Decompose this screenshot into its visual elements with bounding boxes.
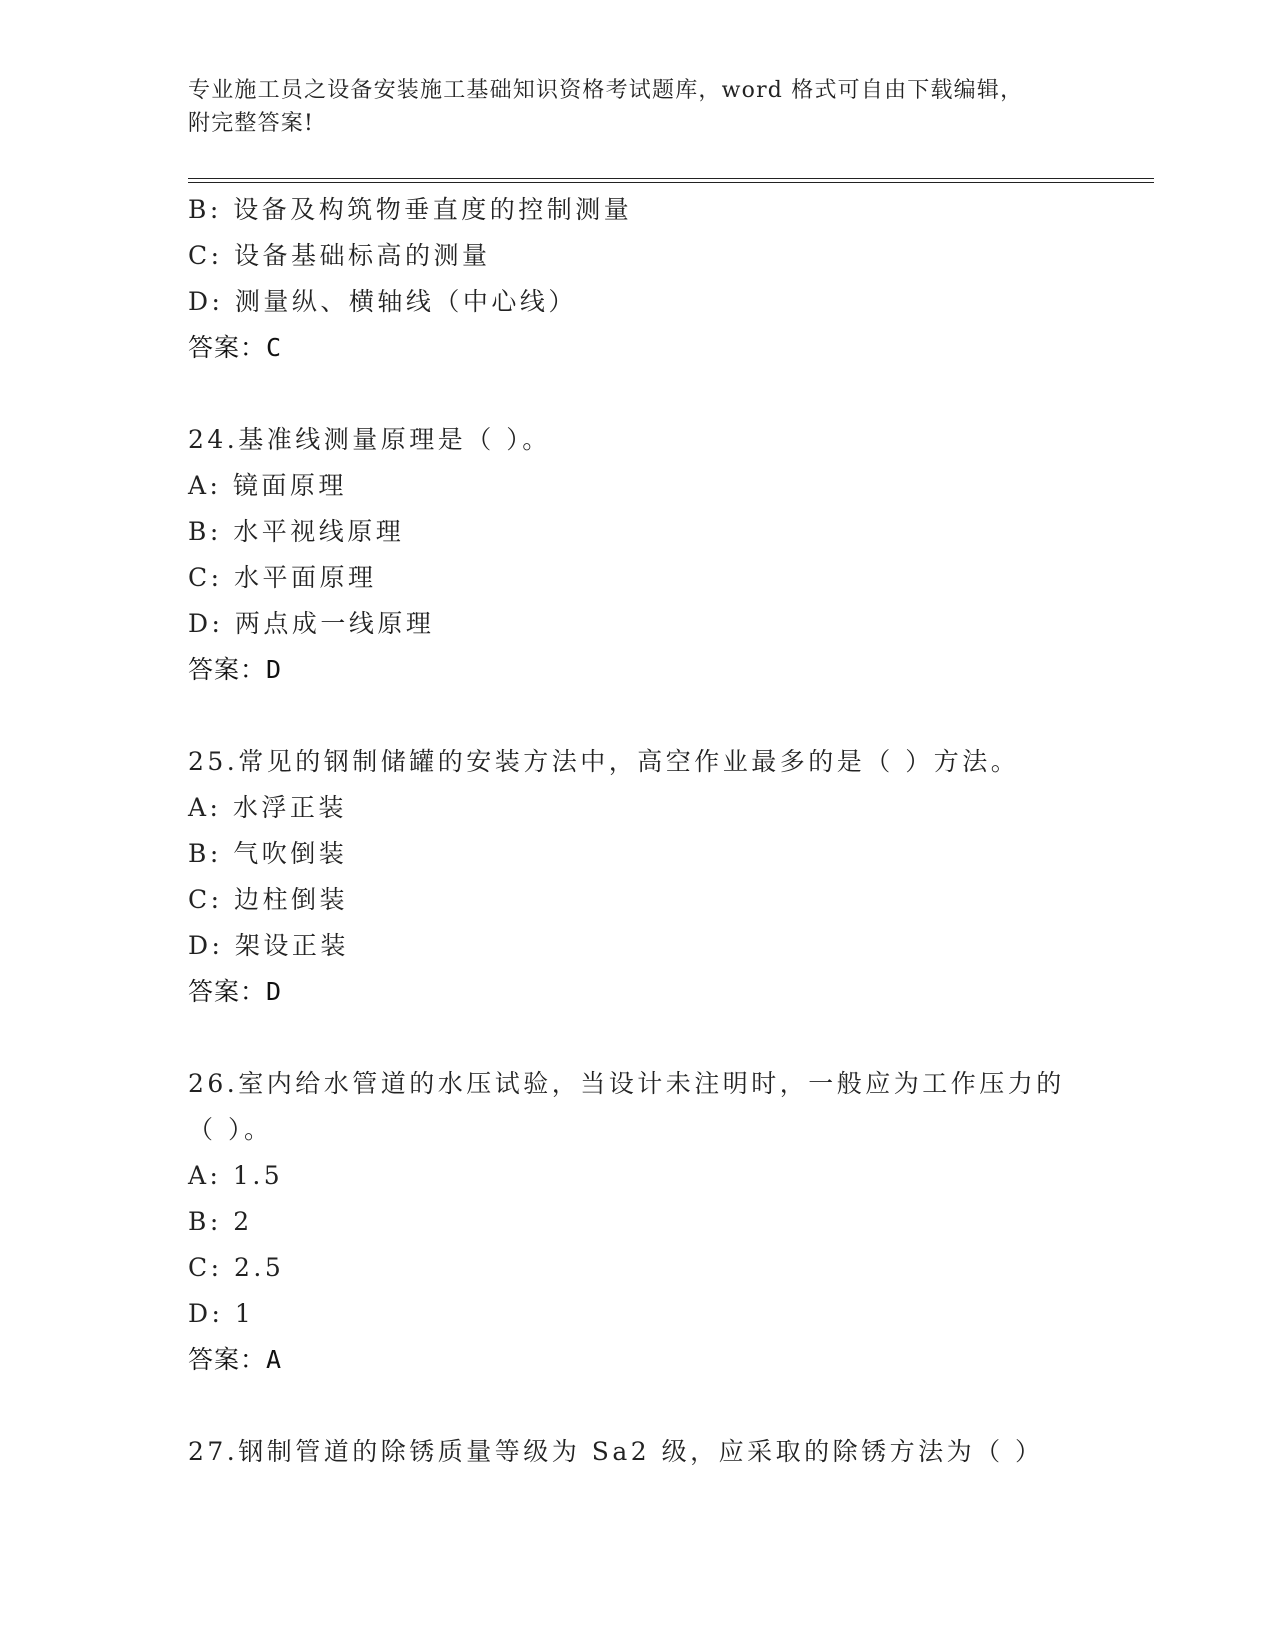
answer-value: D (266, 977, 283, 1006)
option-b: B: 气吹倒装 (188, 839, 348, 868)
option-b: B: 水平视线原理 (188, 517, 405, 546)
answer-label: 答案： (188, 1345, 267, 1374)
question-26 (188, 1061, 1168, 1383)
question-text: 24.基准线测量原理是（ ）。 (188, 425, 551, 454)
answer-label: 答案： (188, 655, 267, 684)
answer-label: 答案： (188, 977, 267, 1006)
question-27 (188, 1429, 1168, 1475)
option-a: A: 水浮正装 (188, 793, 347, 822)
option-d: D: 架设正装 (188, 931, 349, 960)
question-23 (188, 187, 1168, 371)
header-divider-bottom (188, 182, 1154, 183)
option-c: C: 设备基础标高的测量 (188, 241, 491, 270)
answer-value: D (266, 655, 283, 684)
header-line-2: 附完整答案! (188, 111, 315, 136)
option-d: D: 1 (188, 1299, 255, 1328)
header-line-1: 专业施工员之设备安装施工基础知识资格考试题库，word 格式可自由下载编辑， (188, 78, 1024, 103)
option-a: A: 1.5 (188, 1161, 284, 1190)
answer (188, 325, 1168, 371)
option-d: D: 两点成一线原理 (188, 609, 435, 638)
option-b: B: 设备及构筑物垂直度的控制测量 (188, 195, 633, 224)
option-c: C: 水平面原理 (188, 563, 377, 592)
answer-label: 答案： (188, 333, 267, 362)
option-b: B: 2 (188, 1207, 253, 1236)
question-text: 27.钢制管道的除锈质量等级为 Sa2 级，应采取的除锈方法为（ ） (188, 1437, 1044, 1466)
answer (188, 969, 1168, 1015)
answer (188, 1337, 1168, 1383)
answer-value: C (266, 333, 283, 362)
spacer (188, 693, 1168, 739)
option-d: D: 测量纵、横轴线（中心线） (188, 287, 577, 316)
document-header (188, 74, 1088, 140)
question-text: 25.常见的钢制储罐的安装方法中，高空作业最多的是（ ）方法。 (188, 747, 1020, 776)
question-text-line-2: （ ）。 (188, 1115, 273, 1144)
option-c: C: 边柱倒装 (188, 885, 348, 914)
option-a: A: 镜面原理 (188, 471, 347, 500)
spacer (188, 1015, 1168, 1061)
answer-value: A (266, 1345, 283, 1374)
spacer (188, 371, 1168, 417)
header-divider-top (188, 178, 1154, 179)
question-text-line-1: 26.室内给水管道的水压试验，当设计未注明时，一般应为工作压力的 (188, 1069, 1065, 1098)
option-c: C: 2.5 (188, 1253, 285, 1282)
spacer (188, 1383, 1168, 1429)
question-list (188, 187, 1168, 1475)
question-25 (188, 739, 1168, 1015)
question-24 (188, 417, 1168, 693)
answer (188, 647, 1168, 693)
